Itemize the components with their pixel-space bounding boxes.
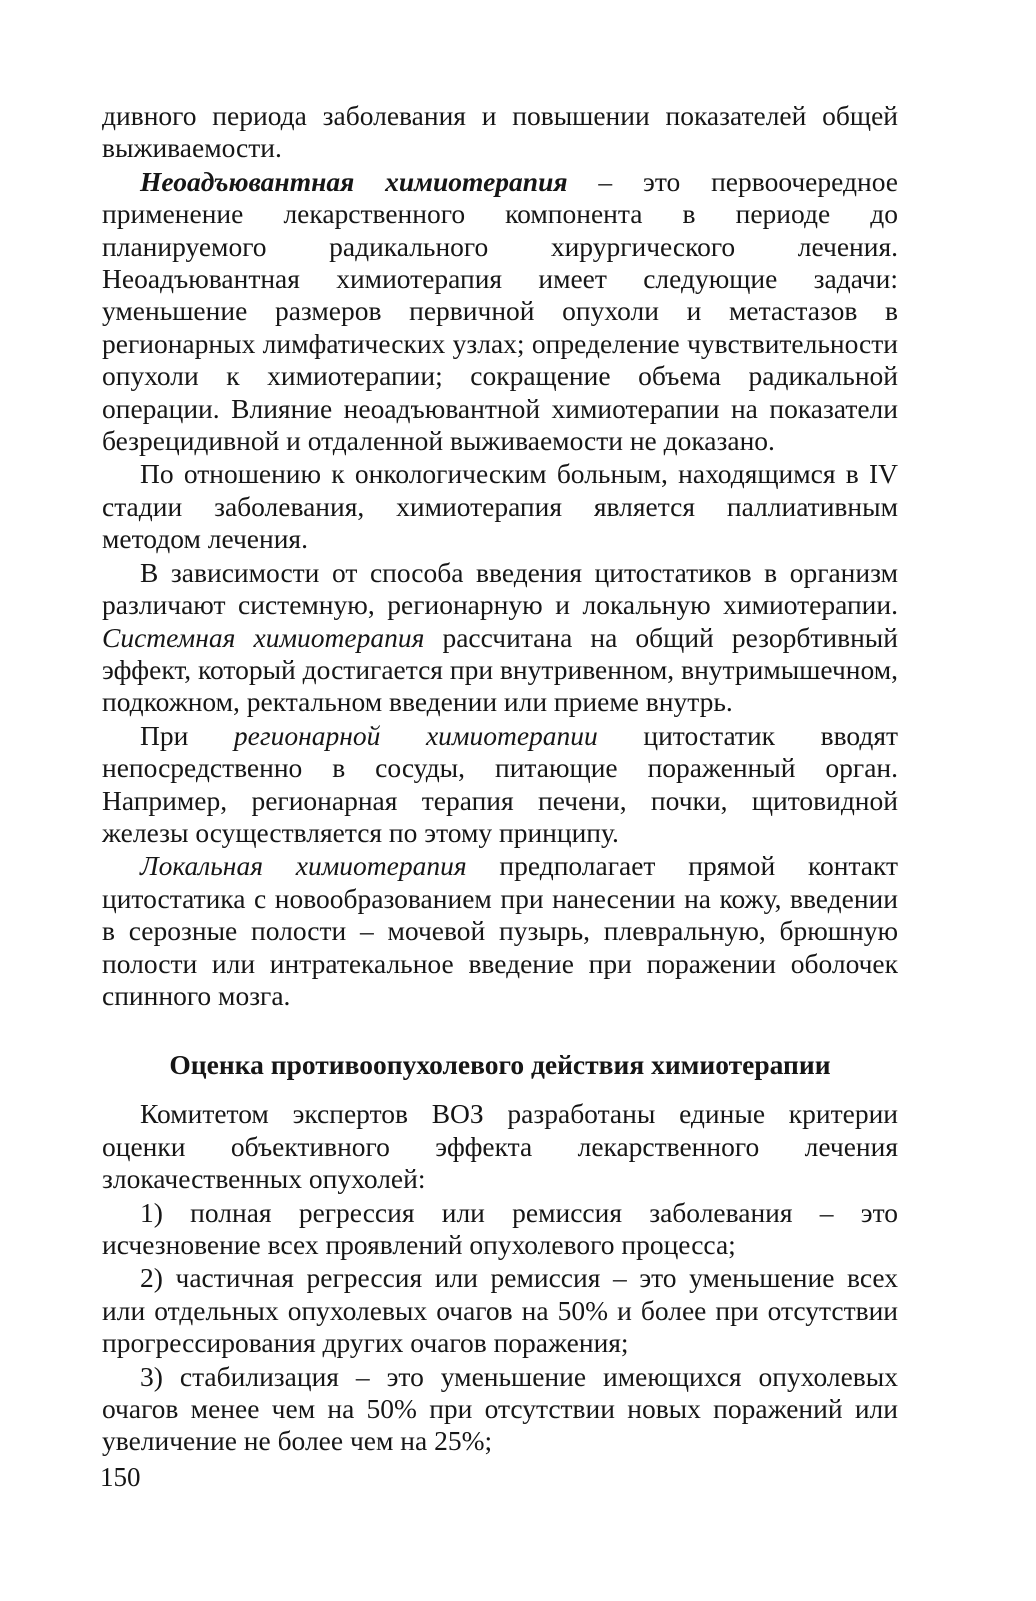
book-page [102, 100, 898, 1458]
paragraph [102, 720, 898, 850]
paragraph [102, 557, 898, 719]
term-italic: регионарной химиотерапии [233, 719, 598, 751]
text-run: Комитетом экспертов ВОЗ разработаны единые критерии оценки объективного эффекта лекарственного лечения злокачественных опухолей: [102, 1098, 898, 1195]
section-heading: Оценка противоопухолевого действия химиотерапии [169, 1049, 831, 1081]
paragraph [102, 166, 898, 458]
paragraph [102, 1098, 898, 1195]
term-italic: Системная химиотерапия [102, 621, 425, 653]
term-bold-italic: Неоадъювантная химиотерапия [140, 165, 568, 197]
text-run: дивного периода заболевания и повышении показателей общей выживаемости. [102, 100, 898, 164]
term-italic: Локальная химиотерапия [140, 850, 467, 882]
paragraph [102, 850, 898, 1012]
text-run: По отношению к онкологическим больным, находящимся в IV стадии заболевания, химиотерапия является паллиативным методом лечения. [102, 458, 898, 555]
text-run: В зависимости от способа введения цитостатиков в организм различают системную, регионарную и локальную химиотерапии. [102, 556, 898, 621]
body-text [102, 100, 898, 1012]
paragraph [102, 1262, 898, 1359]
text-run: предполагает прямой контакт цитостатика с новообразованием при нанесении на кожу, введении в серозные полости – мочевой пузырь, плевральную, брюшную полости или интратекальное введение при поражении оболочек спинного мозга. [102, 850, 898, 1011]
section-body-text [102, 1098, 898, 1457]
text-run: рассчитана на общий резорбтивный эффект, который достигается при внутривенном, внутримышечном, подкожном, ректальном введении или приеме внутрь. [102, 621, 898, 718]
paragraph [102, 100, 898, 165]
text-run: 1) полная регрессия или ремиссия заболевания – это исчезновение всех проявлений опухолевого процесса; [102, 1196, 898, 1260]
text-run: – это первоочередное применение лекарственного компонента в периоде до планируемого радикального хирургического лечения. Неоадъювантная химиотерапия имеет следующие задачи: уменьшение размеров первичной опухоли и метастазов в регионарных лимфатических узлах; определение чувствительности опухоли к химиотерапии; сокращение объема радикальной операции. Влияние неоадъювантной химиотерапии на показатели безрецидивной и отдаленной выживаемости не доказано. [102, 165, 898, 457]
text-run: 3) стабилизация – это уменьшение имеющихся опухолевых очагов менее чем на 50% при отсутствии новых поражений или увеличение не более чем на 25%; [102, 1360, 898, 1457]
paragraph [102, 1361, 898, 1458]
text-run: цитостатик вводят непосредственно в сосуды, питающие пораженный орган. Например, регионарная терапия печени, почки, щитовидной железы осуществляется по этому принципу. [102, 719, 898, 848]
paragraph [102, 458, 898, 555]
text-run: При [140, 719, 234, 751]
page-number: 150 [100, 1462, 141, 1492]
text-run: 2) частичная регрессия или ремиссия – это уменьшение всех или отдельных опухолевых очагов на 50% и более при отсутствии прогрессирования других очагов поражения; [102, 1262, 898, 1359]
paragraph [102, 1197, 898, 1262]
